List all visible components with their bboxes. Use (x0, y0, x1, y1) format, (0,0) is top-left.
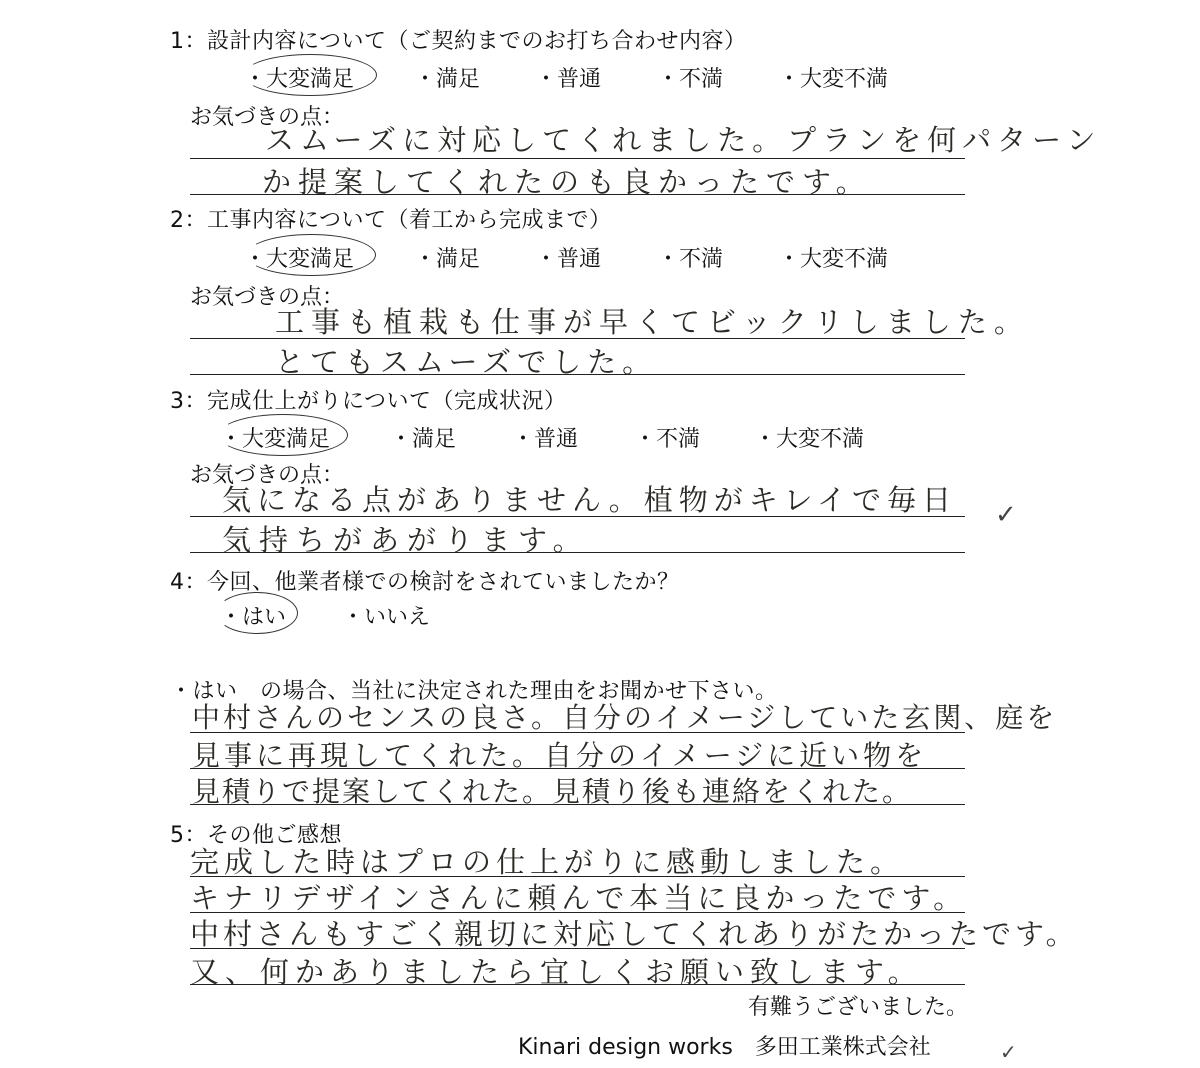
q1-option-normal[interactable]: ・普通 (535, 67, 602, 92)
q4-option-yes[interactable]: ・はい (220, 605, 287, 630)
q2-notes-label: お気づきの点： (190, 285, 345, 310)
check-mark-icon: ✓ (995, 500, 1017, 530)
q2-option-normal[interactable]: ・普通 (535, 247, 602, 272)
q3-option-dissatisfied[interactable]: ・不満 (634, 427, 701, 452)
q2-note-text-2: とてもスムーズでした。 (275, 345, 658, 379)
q3-option-very-dissatisfied[interactable]: ・大変不満 (754, 427, 865, 452)
q2-option-very-satisfied[interactable]: ・大変満足 (244, 247, 355, 272)
q1-note-text-1: スムーズに対応してくれました。プランを何パターン (265, 123, 1102, 157)
q4b-note-text-3: 見積りで提案してくれた。見積り後も連絡をくれた。 (192, 775, 913, 808)
q4b-title: ・はい の場合、当社に決定された理由をお聞かせ下さい。 (170, 679, 778, 704)
q4b-note-text-2: 見事に再現してくれた。自分のイメージに近い物を (192, 739, 928, 772)
q2-option-dissatisfied[interactable]: ・不満 (657, 247, 724, 272)
q3-option-normal[interactable]: ・普通 (512, 427, 579, 452)
q5-title: 5：その他ご感想 (170, 823, 342, 848)
q5-note-text-1: 完成した時はプロの仕上がりに感動しました。 (190, 845, 905, 879)
q2-note-text-1: 工事も植栽も仕事が早くてビックリしました。 (275, 305, 1030, 339)
q3-option-very-satisfied[interactable]: ・大変満足 (220, 427, 331, 452)
q5-note-text-2: キナリデザインさんに頼んで本当に良かったです。 (190, 881, 968, 915)
q1-option-satisfied[interactable]: ・満足 (414, 67, 481, 92)
q4b-note-text-1: 中村さんのセンスの良さ。自分のイメージしていた玄関、庭を (192, 701, 1058, 734)
q1-note-text-2: か提案してくれたのも良かったです。 (262, 165, 872, 199)
q3-option-satisfied[interactable]: ・満足 (390, 427, 457, 452)
q4-option-no[interactable]: ・いいえ (342, 605, 431, 630)
circle-mark-icon (218, 414, 348, 456)
circle-mark-icon (216, 592, 298, 634)
q3-notes-label: お気づきの点： (190, 463, 345, 488)
q1-option-dissatisfied[interactable]: ・不満 (657, 67, 724, 92)
q1-option-very-satisfied[interactable]: ・大変満足 (244, 67, 355, 92)
q2-option-very-dissatisfied[interactable]: ・大変不満 (778, 247, 889, 272)
circle-mark-icon (246, 234, 376, 276)
circle-mark-icon (243, 54, 377, 96)
q1-option-very-dissatisfied[interactable]: ・大変不満 (778, 67, 889, 92)
q3-note-text-1: 気になる点がありません。植物がキレイで毎日 (222, 483, 958, 517)
q4-title: 4：今回、他業者様での検討をされていましたか？ (170, 570, 680, 595)
q2-title: 2：工事内容について（着工から完成まで） (170, 208, 612, 233)
q1-title: 1：設計内容について（ご契約までのお打ち合わせ内容） (170, 29, 747, 54)
q5-note-text-4: 又、何かありましたら宜しくお願い致します。 (190, 955, 923, 989)
q3-title: 3：完成仕上がりについて（完成状況） (170, 389, 567, 414)
thanks-text: 有難うございました。 (748, 995, 969, 1020)
q1-notes-label: お気づきの点： (190, 105, 345, 130)
q2-option-satisfied[interactable]: ・満足 (414, 247, 481, 272)
q5-note-text-3: 中村さんもすごく親切に対応してくれありがたかったです。 (190, 917, 1079, 951)
check-mark-icon: ✓ (1000, 1040, 1017, 1064)
q3-note-text-2: 気持ちがあがります。 (222, 523, 590, 557)
company-name: Kinari design works 多田工業株式会社 (518, 1035, 931, 1060)
